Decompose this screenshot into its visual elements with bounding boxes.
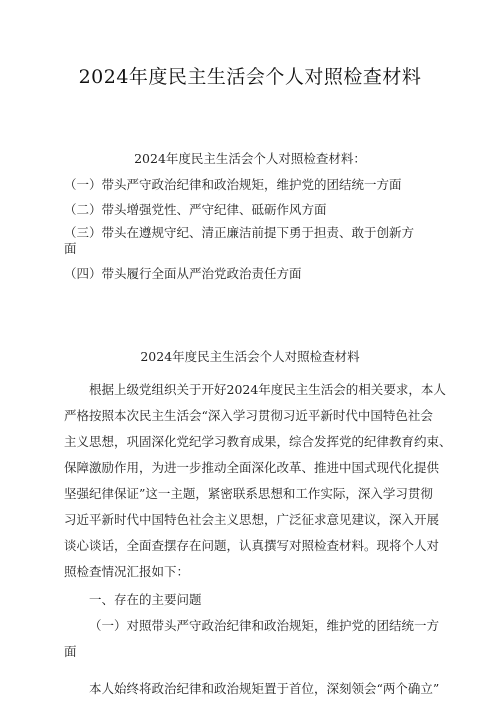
- paragraph-line: 坚强纪律保证”这一主题，紧密联系思想和工作实际，深入学习贯彻: [64, 486, 433, 501]
- paragraph-line: 谈心谈话，全面查摆存在问题，认真撰写对照检查材料。现将个人对: [64, 538, 440, 553]
- toc-item: （三）带头在遵规守纪、清正廉洁前提下勇于担责、敢于创新方: [64, 225, 415, 240]
- paragraph-line: 习近平新时代中国特色社会主义思想，广泛征求意见建议，深入开展: [64, 512, 440, 527]
- toc-item: （四）带头履行全面从严治党政治责任方面: [64, 266, 302, 281]
- subsection-heading: （一）对照带头严守政治纪律和政治规矩，维护党的团结统一方: [89, 618, 440, 633]
- toc-item: （一）带头严守政治纪律和政治规矩，维护党的团结统一方面: [64, 177, 402, 192]
- toc-item-continuation: 面: [64, 241, 77, 256]
- section-heading: 一、存在的主要问题: [89, 592, 202, 607]
- paragraph-line: 本人始终将政治纪律和政治规矩置于首位，深刻领会“两个确立”: [89, 681, 440, 696]
- paragraph-line: 根据上级党组织关于开好2024年度民主生活会的相关要求，本人: [89, 382, 446, 397]
- paragraph-line: 主义思想，巩固深化党纪学习教育成果，综合发挥党的纪律教育约束、: [64, 434, 452, 449]
- document-title: 2024年度民主生活会个人对照检查材料: [78, 66, 422, 88]
- paragraph-line: 照检查情况汇报如下：: [64, 564, 190, 579]
- toc-heading: 2024年度民主生活会个人对照检查材料：: [134, 151, 366, 166]
- body-heading: 2024年度民主生活会个人对照检查材料: [140, 349, 360, 364]
- paragraph-line: 严格按照本次民主生活会“深入学习贯彻习近平新时代中国特色社会: [64, 408, 433, 423]
- paragraph-line: 保障激励作用，为进一步推动全面深化改革、推进中国式现代化提供: [64, 460, 440, 475]
- subsection-heading-continuation: 面: [64, 644, 77, 659]
- toc-item: （二）带头增强党性、严守纪律、砥砺作风方面: [64, 202, 327, 217]
